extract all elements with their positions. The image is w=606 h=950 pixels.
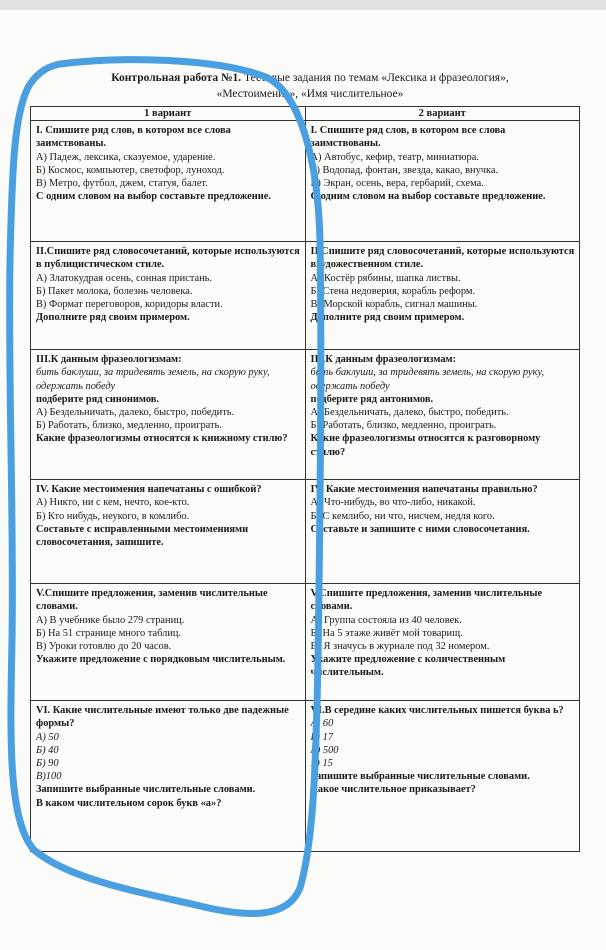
document-title: [30, 70, 590, 102]
option: Г) 15: [310, 758, 333, 770]
task: Запишите выбранные числительные словами.: [36, 784, 256, 796]
task-cell-v2: [305, 584, 580, 701]
col2-header: 2 вариант: [305, 107, 580, 121]
col1-header: 1 вариант: [31, 107, 306, 121]
task-row-5: [31, 584, 580, 701]
task: Составьте с исправленными местоимениями словосочетания, запишите.: [36, 523, 249, 549]
option: В) Метро, футбол, джем, статуя, балет.: [36, 178, 208, 190]
task: С одним словом на выбор составьте предложение.: [36, 191, 271, 203]
task-row-1: [31, 121, 580, 242]
task: Дополните ряд своим примером.: [310, 312, 465, 324]
question: V.Спишите предложения, заменив числительные словами.: [310, 588, 543, 613]
question: I. Спишите ряд слов, в котором все слова заимствованы.: [36, 125, 231, 150]
task-cell-v1: [31, 584, 306, 701]
task: Какое числительное приказывает?: [310, 784, 476, 796]
option: Б) С кемлибо, ни что, нисчем, недля кого.: [310, 510, 495, 522]
option: А) Костёр рябины, шапка листвы.: [310, 272, 461, 284]
title-rest: Тестовые задания по темам «Лексика и фразеология»,: [241, 72, 509, 84]
option: Б) Водопад, фонтан, звезда, какао, внучка.: [310, 164, 499, 176]
task: В каком числительном сорок букв «а»?: [36, 797, 222, 809]
question: IV. Какие местоимения напечатаны с ошибкой?: [36, 484, 262, 496]
task: Дополните ряд своим примером.: [36, 312, 190, 324]
option: А) Златокудрая осень, сонная пристань.: [36, 272, 212, 284]
option: А) 50: [36, 731, 59, 743]
task: Укажите предложение с порядковым числительным.: [36, 654, 286, 666]
option: Б) Пакет молока, болезнь человека.: [36, 285, 193, 297]
question: IV. Какие местоимения напечатаны правильно?: [310, 484, 538, 496]
task: Какие фразеологизмы относятся к разговорному стилю?: [310, 433, 541, 458]
task-cell-v1: [31, 242, 306, 350]
option: А) Что-нибудь, во что-либо, никакой.: [310, 497, 476, 509]
question-part2: подберите ряд антонимов.: [310, 393, 434, 405]
question: VI. Какие числительные имеют только две падежные формы?: [36, 705, 289, 730]
title-line2: «Местоимение», «Имя числительное»: [216, 88, 404, 100]
top-status-strip: [0, 0, 606, 10]
task-cell-v1: [31, 121, 306, 242]
option: Б) Работать, близко, медленно, проиграть.: [310, 420, 497, 432]
task: С одним словом на выбор составьте предложение.: [310, 191, 546, 203]
task-cell-v1: [31, 701, 306, 852]
question: I. Спишите ряд слов, в котором все слова заимствованы.: [310, 125, 506, 150]
task-cell-v1: [31, 480, 306, 584]
task-cell-v2: [305, 242, 580, 350]
option: А) Никто, ни с кем, нечто, кое-кто.: [36, 497, 190, 509]
option: Б) 17: [310, 731, 334, 743]
task-cell-v2: [305, 701, 580, 852]
question: III.К данным фразеологизмам:: [36, 354, 182, 366]
option: В) Морской корабль, сигнал машины.: [310, 299, 478, 311]
option: Б) На 51 странице много таблиц.: [36, 627, 182, 639]
task: Составьте и запишите с ними словосочетания.: [310, 523, 530, 535]
option: В) Формат переговоров, коридоры власти.: [36, 299, 223, 311]
option: Б) Кто нибудь, неукого, в комлибо.: [36, 510, 190, 522]
title-bold: Контрольная работа №1.: [111, 72, 242, 84]
option: В) Экран, осень, вера, гербарий, схема.: [310, 178, 484, 190]
task-row-4: [31, 480, 580, 584]
option: А) Бездельничать, далеко, быстро, победить.: [36, 407, 235, 419]
question: II.Спишите ряд словосочетаний, которые используются в публицистическом стиле.: [36, 246, 300, 271]
task-cell-v2: [305, 350, 580, 480]
option: Б) Космос, компьютер, светофор, луноход.: [36, 164, 225, 176]
task: Укажите предложение с количественным числительным.: [310, 654, 506, 679]
option: А) Бездельничать, далеко, быстро, победить.: [310, 407, 509, 419]
phraseologisms: бить баклуши, за тридевять земель, на скорую руку, одержать победу: [310, 367, 545, 392]
question: III.К данным фразеологизмам:: [310, 354, 457, 366]
task-cell-v2: [305, 480, 580, 584]
question-part2: подберите ряд синонимов.: [36, 393, 159, 405]
phraseologisms: бить баклуши, за тридевять земель, на скорую руку, одержать победу: [36, 367, 270, 392]
task-row-2: [31, 242, 580, 350]
option: Б) Работать, близко, медленно, проиграть.: [36, 420, 222, 432]
option: В) Уроки готовлю до 20 часов.: [36, 641, 172, 653]
option: Б) Стена недоверия, корабль реформ.: [310, 285, 476, 297]
option: Б) 90: [36, 758, 59, 770]
question: V.Спишите предложения, заменив числительные словами.: [36, 588, 268, 613]
variants-table: [30, 106, 580, 852]
task-cell-v2: [305, 121, 580, 242]
option: А) 60: [310, 718, 334, 730]
option: В)100: [36, 771, 62, 783]
option: А) В учебнике было 279 страниц.: [36, 614, 185, 626]
option: Б) 40: [36, 744, 59, 756]
task-row-6: [31, 701, 580, 852]
option: А) Падеж, лексика, сказуемое, ударение.: [36, 151, 216, 163]
option: В) 500: [310, 744, 339, 756]
task-row-3: [31, 350, 580, 480]
task-cell-v1: [31, 350, 306, 480]
task: Какие фразеологизмы относятся к книжному стилю?: [36, 433, 288, 445]
option: В) Я значусь в журнале под 32 номером.: [310, 641, 490, 653]
option: А) Автобус, кефир, театр, миниатюра.: [310, 151, 479, 163]
question: II.Спишите ряд словосочетаний, которые используются вхудожественном стиле.: [310, 246, 575, 271]
option: А) Группа состояла из 40 человек.: [310, 614, 462, 626]
question: VI.В середине каких числительных пишется буква ь?: [310, 705, 564, 717]
option: Б) На 5 этаже живёт мой товарищ.: [310, 627, 463, 639]
task: Запишите выбранные числительные словами.: [310, 771, 530, 783]
